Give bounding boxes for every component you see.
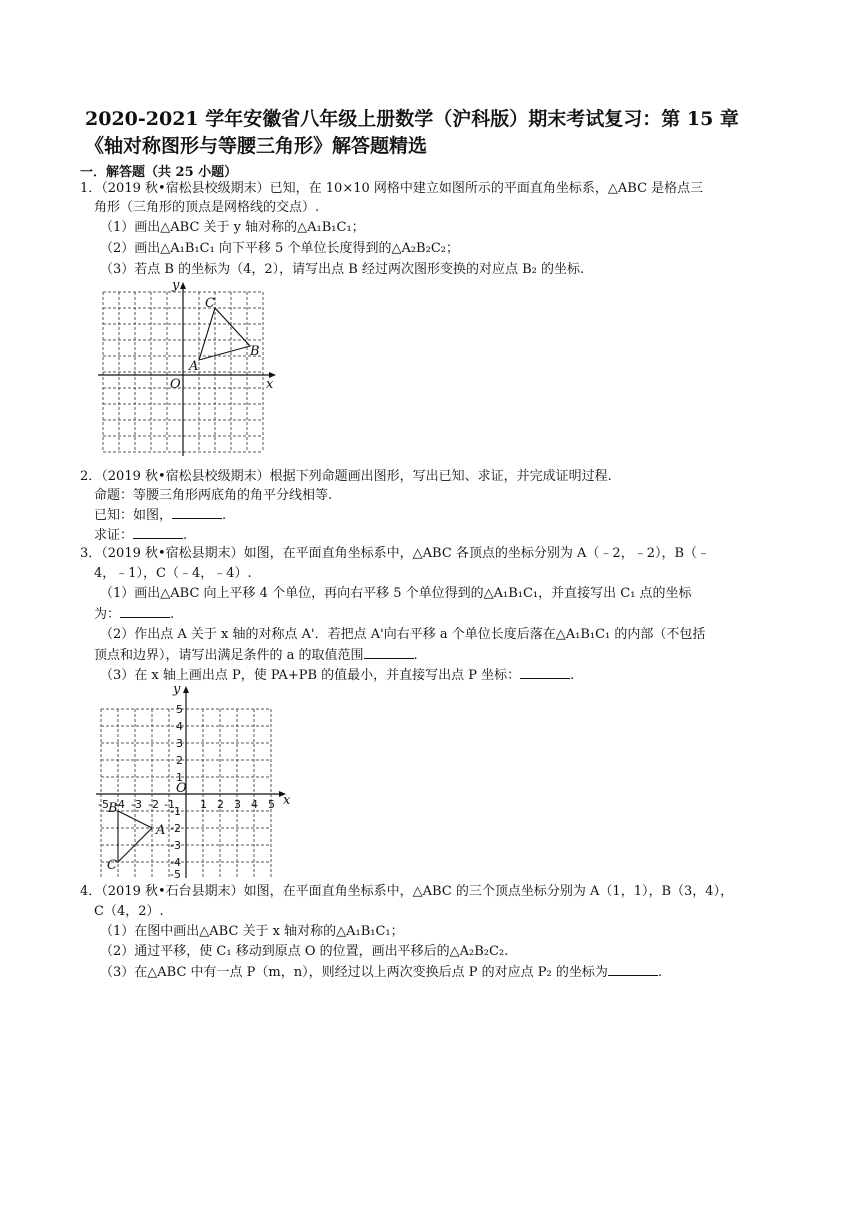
q3-part-2b: 顶点和边界），请写出满足条件的 a 的取值范围 . [94,648,418,663]
q3-y-tick: 2 [176,754,183,767]
q3-label-c: C [107,858,117,873]
q4-line-1: 4．（2019 秋•石台县期末）如图，在平面直角坐标系中，△ABC 的三个顶点坐标分别为 A（1，1），B（3，4）， [80,884,734,899]
q3-y-tick: -5 [170,868,181,878]
q3-line-1: 3．（2019 秋•宿松县期末）如图，在平面直角坐标系中，△ABC 各顶点的坐标分别为 A（﹣2，﹣2），B（﹣ [80,546,711,561]
q3-part-3: （3）在 x 轴上画出点 P，使 PA+PB 的值最小，并直接写出点 P 坐标： . [100,668,575,683]
q2-prove-end: . [183,528,188,543]
q2-proposition: 命题：等腰三角形两底角的角平分线相等. [94,488,333,503]
q3-label-x: x [283,793,291,808]
title-line-2: 《轴对称图形与等腰三角形》解答题精选 [85,135,428,157]
title-line-1: 2020-2021 学年安徽省八年级上册数学（沪科版）期末考试复习：第 15 章 [85,108,739,130]
q3-part-2b-label: 顶点和边界），请写出满足条件的 a 的取值范围 [94,648,364,663]
q3-label-o: O [176,781,187,796]
q3-y-arrow [183,686,189,693]
q2-known-end: . [222,508,227,523]
q3-x-tick: 5 [268,798,275,811]
document-title [85,106,785,160]
q3-part-1b: 为： . [94,607,175,622]
q2-prove-blank[interactable] [133,526,183,539]
q3-a-range-blank[interactable] [364,646,414,659]
q3-y-tick: 1 [176,771,183,784]
q3-part-1b-label: 为： [94,607,121,622]
q2-known [94,506,226,525]
q2-prove-label: 求证： [94,528,134,543]
q3-part-1a: （1）画出△ABC 向上平移 4 个单位，再向右平移 5 个单位得到的△A₁B₁C₁，并直接写出 C₁ 点的坐标 [100,586,692,601]
q3-part-3-label: （3）在 x 轴上画出点 P，使 PA+PB 的值最小，并直接写出点 P 坐标： [100,668,521,683]
q3-c1-blank[interactable] [120,605,170,618]
q1-label-o: O [170,377,181,392]
q1-label-c: C [205,296,215,311]
section-heading: 一．解答题（共 25 小题） [80,165,238,180]
q3-x-tick: -2 [148,798,159,811]
q1-label-b: B [250,344,260,359]
q2-known-label: 已知：如图， [94,508,173,523]
q3-part-2a: （2）作出点 A 关于 x 轴的对称点 A'．若把点 A'向右平移 a 个单位长度后落在△A₁B₁C₁ 的内部（不包括 [100,627,706,642]
q3-label-a: A [156,823,166,838]
q3-y-tick: 3 [176,737,183,750]
q1-line-2: 角形（三角形的顶点是网格线的交点）. [94,200,320,215]
q3-label-y: y [173,684,181,697]
q1-label-x: x [266,377,274,392]
q3-line-2: 4，﹣1），C（﹣4，﹣4）. [94,566,252,581]
q1-line-1: 1．（2019 秋•宿松县校级期末）已知，在 10×10 网格中建立如图所示的平面直角坐标系，△ABC 是格点三 [80,181,704,196]
q1-part-1: （1）画出△ABC 关于 y 轴对称的△A₁B₁C₁； [100,220,365,235]
q4-p2-blank[interactable] [608,963,658,976]
q3-y-tick: -3 [170,839,181,852]
q1-label-y: y [172,280,180,293]
q3-x-tick: 2 [217,798,224,811]
q3-x-tick: 1 [200,798,207,811]
q3-x-tick: 3 [234,798,241,811]
q1-label-a: A [189,359,199,374]
q1-grid-figure [90,280,280,462]
q4-part-1: （1）在图中画出△ABC 关于 x 轴对称的△A₁B₁C₁； [100,924,404,939]
q1-triangle-abc [199,308,250,360]
q1-part-2: （2）画出△A₁B₁C₁ 向下平移 5 个单位长度得到的△A₂B₂C₂； [100,241,459,256]
q3-y-tick: 4 [176,720,183,733]
q3-p-blank[interactable] [520,666,570,679]
q3-grid-figure [92,684,296,878]
q1-y-arrow [180,282,186,289]
q2-known-blank[interactable] [172,506,222,519]
q4-part-2: （2）通过平移，使 C₁ 移动到原点 O 的位置，画出平移后的△A₂B₂C₂. [100,944,509,959]
q2-prove [94,526,187,545]
q3-y-tick: 5 [176,703,183,716]
q3-x-tick: 4 [251,798,258,811]
q3-y-tick: -4 [170,856,181,869]
q3-x-tick: -5 [98,798,109,811]
q3-label-b: B [108,801,118,816]
q4-part-3: （3）在△ABC 中有一点 P（m，n），则经过以上两次变换后点 P 的对应点 P₂ 的坐标为 . [100,965,662,980]
q4-part-3-label: （3）在△ABC 中有一点 P（m，n），则经过以上两次变换后点 P 的对应点 P₂ 的坐标为 [100,965,608,980]
q3-x-tick: -4 [114,798,125,811]
q3-x-tick: -1 [164,798,175,811]
q3-y-tick: -1 [170,805,181,818]
q4-line-2: C（4，2）. [94,904,164,919]
q2-line-1: 2．（2019 秋•宿松县校级期末）根据下列命题画出图形，写出已知、求证，并完成证明过程. [80,469,612,484]
q1-part-3: （3）若点 B 的坐标为（4，2），请写出点 B 经过两次图形变换的对应点 B₂ 的坐标. [100,262,585,277]
q3-y-tick: -2 [170,822,181,835]
q3-x-tick: -3 [131,798,142,811]
